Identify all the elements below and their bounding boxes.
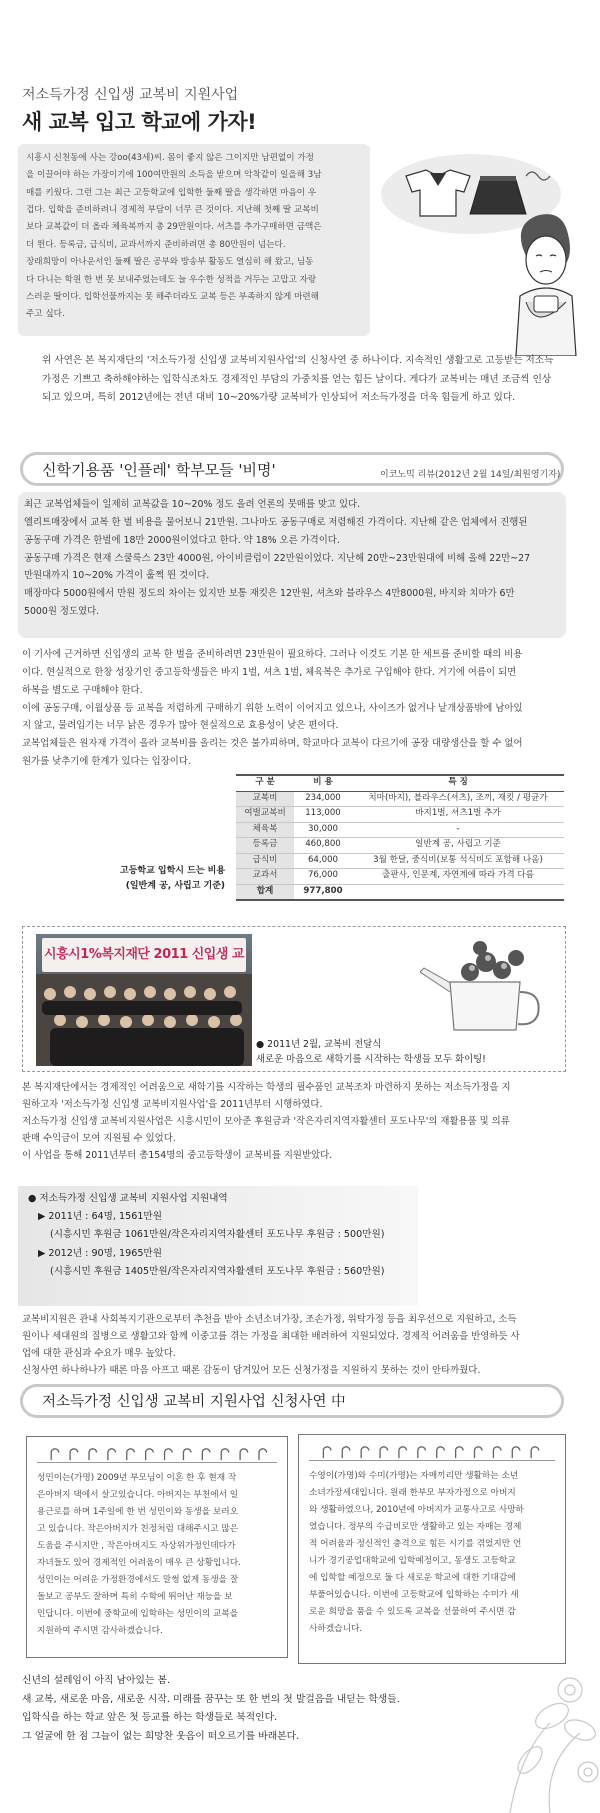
page-title: 새 교복 입고 학교에 가자!: [22, 110, 257, 134]
section-title: 저소득가정 신입생 교복비 지원사업 신청사연 中: [42, 1394, 346, 1410]
body-text-2: [22, 1080, 566, 1165]
intro-paragraph: 위 사연은 본 복지재단의 '저소득가정 신입생 교복비지원사업'의 신청사연 중 하나이다. 지속적인 생활고로 고등받는 저소득가정은 기쁘고 축하해야하는 입학식조차도 경제적인 부담의 가중치를 얻는 힘든 날이다. 게다가 교복비는 매년 조금씩 인상되고 있으며, 특히 2012년에는 전년 대비 10~20%가량 교복비가 인상되어 저소득가정을 더욱 힘들게 하고 있다.: [42, 355, 554, 404]
worried-mother-icon: [516, 214, 576, 356]
column-header: 구 분: [236, 775, 294, 791]
table-row: [236, 853, 564, 869]
category-cell: 교복비: [236, 791, 294, 807]
article-line: 최근 교복업체들이 일제히 교복값을 10~20% 정도 올려 언론의 뭇매를 맞고 있다.: [24, 499, 361, 510]
body-line: 이 사업을 통해 2011년부터 총154명의 중고등학생이 교복비를 지원받았다.: [22, 1149, 333, 1161]
body-line: 판매 수익금이 모여 지원될 수 있었다.: [22, 1132, 176, 1144]
article-line: 공동구매 가격은 현재 스쿨룩스 23만 4000원, 아이비클럽이 22만원이었다. 지난해 20만~23만원대에 비해 올해 22만~27: [24, 552, 531, 564]
table-row: [236, 838, 564, 854]
cost-cell: 234,000: [294, 791, 352, 807]
table-caption-line: (일반계 공, 사립고 기준): [125, 881, 226, 892]
body-line: 신청사연 하나하나가 때론 마음 아프고 때론 감동이 담겨있어 모든 신청가정을 지원하지 못하는 것이 안타까웠다.: [22, 1364, 481, 1376]
total-cost-cell: 977,800: [294, 884, 352, 900]
note-line: 용근로를 하며 1주일에 한 번 성민이와 동생을 보러오: [37, 1507, 239, 1518]
body-line: 이에 공동구매, 이월상품 등 교복을 저렴하게 구매하기 위한 노력이 이어지고 있으나, 사이즈가 없거나 낱개상품밖에 남아있: [22, 702, 523, 714]
body-line: 지 않고, 물려입기는 너무 낡은 경우가 많아 현실적으로 효용성이 낮은 편이다.: [22, 720, 339, 732]
story-line: 다 다니는 학원 한 번 못 보내주었는데도 늘 우수한 성적을 거두는 고맙고 자랑: [26, 274, 317, 285]
note-line: 부풀어있습니다. 이번에 고등학교에 입학하는 수미가 새: [309, 1590, 519, 1601]
story-line: 주고 싶다.: [26, 309, 65, 320]
body-line: 교복업체들은 원자재 가격이 올라 교복비를 올리는 것은 불가피하며, 학교마다 교복이 다르기에 공장 대량생산을 할 수 없어: [22, 738, 523, 750]
article-line: 공동구매 가격은 한벌에 18만 2000원이었다고 한다. 약 18% 오른 가격이다.: [24, 534, 340, 546]
body-line: 원가를 낮추기에 한계가 있다는 입장이다.: [22, 756, 191, 768]
note-line: 적 어려움과 정신적인 충격으로 힘든 시기를 겪었지만 언: [309, 1539, 522, 1550]
watering-can-flowers-icon: [420, 932, 560, 1032]
ceremony-photo: [36, 934, 252, 1066]
table-row: [236, 869, 564, 885]
table-row: [236, 822, 564, 838]
photo-caption-line: ● 2011년 2월, 교복비 전달식: [256, 1039, 382, 1050]
body-text-3: [22, 1312, 566, 1380]
story-line: 더 뛴다. 등록금, 급식비, 교과서까지 준비하려면 총 80만원이 넘는다.: [26, 239, 286, 250]
photo-caption: [256, 1038, 486, 1067]
body-line: 이다. 현실적으로 한창 성장기인 중고등학생들은 바지 1벌, 셔츠 1벌, 체육복은 추가로 구입해야 한다. 거기에 여름이 되면: [22, 666, 517, 678]
kicker-title: 저소득가정 신입생 교복비 지원사업: [22, 87, 239, 103]
article-quote-block: [18, 492, 566, 638]
total-label-cell: 합계: [236, 884, 294, 900]
column-header: 비 용: [294, 775, 352, 791]
category-cell: 체육복: [236, 822, 294, 838]
note-line: 소녀가장세대입니다. 원래 한부모 부자가정으로 아버지: [309, 1488, 516, 1499]
note-line: 로운 희망을 품을 수 있도록 교복을 선물하여 주시면 감: [309, 1607, 516, 1618]
body-line: 원이나 세대원의 질병으로 생활고와 함께 이중고를 겪는 가정을 최대한 배려하여 지원되었다. 경제적 어려움을 반영하듯 사: [22, 1330, 520, 1342]
support-heading: ● 저소득가정 신입생 교복비 지원사업 지원내역: [28, 1193, 228, 1204]
note-line: 에 입학할 예정으로 둘 다 새로운 학교에 대한 기대감에: [309, 1573, 516, 1584]
article-line: 만원대까지 10~20% 가격이 훌쩍 뛴 것이다.: [24, 570, 210, 582]
spiral-binding-icon: [309, 1443, 555, 1461]
closing-line: 그 얼굴에 한 점 그늘이 없는 희망찬 웃음이 떠오르기를 바래본다.: [22, 1730, 300, 1742]
article-line: 5000원 정도였다.: [24, 606, 100, 618]
story-line: 을 이끌어야 하는 가장이기에 100여만원의 소득을 받으며 악착같이 일을해 3남: [26, 170, 322, 181]
note-line: 수영이(가명)와 수미(가명)는 자매끼리만 생활하는 소년: [309, 1471, 519, 1482]
support-detail-2011: (시흥시민 후원금 1061만원/작은자리지역자활센터 포도나무 후원금 : 500만원): [50, 1229, 385, 1241]
support-year-2012: ▶ 2012년 : 90명, 1965만원: [38, 1247, 162, 1259]
cost-cell: 30,000: [294, 822, 352, 838]
body-line: 이 기사에 근거하면 신입생의 교복 한 벌을 준비하려면 23만원이 필요하다. 그러나 이것도 기본 한 세트를 준비할 때의 비용: [22, 649, 523, 660]
note-line: 였습니다. 정부의 수급비로만 생활하고 있는 자매는 경제: [309, 1522, 522, 1533]
total-note-cell: [352, 884, 564, 900]
note-cell: -: [352, 822, 564, 838]
photo-caption-line: 새로운 마음으로 새학기를 시작하는 학생들 모두 화이팅!: [256, 1053, 486, 1065]
closing-paragraph: [22, 1672, 566, 1746]
note-cell: 일반계 공, 사립고 기준: [352, 838, 564, 854]
note-line: 와 생활하였으나, 2010년에 아버지가 교통사고로 사망하: [309, 1505, 524, 1516]
support-detail-2012: (시흥시민 후원금 1405만원/작은자리지역자활센터 포도나무 후원금 : 560만원): [50, 1265, 385, 1277]
section-title: 신학기용품 '인플레' 학부모들 '비명': [42, 461, 276, 479]
category-cell: 등록금: [236, 838, 294, 854]
note-line: 자녀들도 있어 경제적인 어려움이 매우 큰 상황입니다.: [37, 1558, 241, 1569]
note-line: 고 있습니다. 작은아버지가 친정처럼 대해주시고 많은: [37, 1524, 239, 1535]
body-line: 저소득가정 신입생 교복비지원사업은 시흥시민이 모아준 후원금과 '작은자리지역자활센터 포도나무'의 재활용품 및 의류: [22, 1115, 510, 1127]
cost-cell: 64,000: [294, 853, 352, 869]
photo-banner: 시흥시1%복지재단 2011 신입생 교: [42, 938, 246, 972]
story-line: 매를 키웠다. 그런 그는 최근 고등학교에 입학한 둘째 딸을 생각하면 마음이 우: [26, 187, 317, 198]
note-line: 지원하여 주시면 감사하겠습니다.: [37, 1626, 163, 1637]
note-line: 니가 경기공업대학교에 입학예정이고, 동생도 고등학교: [309, 1556, 516, 1567]
note-cell: 바지1벌, 셔츠1벌 추가: [352, 807, 564, 823]
story-line: 보다 교복값이 더 올라 체육복까지 총 29만원이다. 셔츠를 추가구매하면 금액은: [26, 222, 322, 233]
body-line: 하복을 별도로 구매해야 한다.: [22, 684, 143, 696]
note-line: 성민이는(가명) 2009년 부모님이 이혼 한 후 현재 작: [37, 1473, 237, 1484]
column-header: 특 징: [352, 775, 564, 791]
note-cell: 3월 한달, 중식비(보통 석식비도 포함해 나옴): [352, 853, 564, 869]
closing-line: 새 교복, 새로운 마음, 새로운 시작. 미래를 꿈꾸는 또 한 번의 첫 발걸음을 내딛는 학생들.: [22, 1693, 400, 1705]
mother-illustration: [376, 146, 596, 356]
note-cell: 치마(바지), 블라우스(셔츠), 조끼, 재킷 / 평균가: [352, 791, 564, 807]
table-header-row: [236, 775, 564, 791]
note-line: 돌보고 공부도 잘하며 특히 수학에 뛰어난 재능을 보: [37, 1592, 233, 1603]
category-cell: 교과서: [236, 869, 294, 885]
cost-cell: 76,000: [294, 869, 352, 885]
group-of-people-icon: [36, 974, 252, 1066]
cost-cell: 460,800: [294, 838, 352, 854]
article-line: 엘리트매장에서 교복 한 벌 비용을 물어보니 21만원. 그나마도 공동구매로 저렴해진 가격이다. 지난해 같은 업체에서 진행된: [24, 516, 528, 528]
note-line: 도움을 주시지만 , 작은아버지도 자상위가정인데다가: [37, 1541, 236, 1552]
closing-line: 입학식을 하는 학교 앞은 첫 등교를 하는 학생들로 북적인다.: [22, 1712, 278, 1724]
note-line: 은아버지 댁에서 살고있습니다. 아버지는 부천에서 일: [37, 1490, 239, 1501]
table-caption: [120, 864, 225, 895]
body-line: 원하고자 '저소득가정 신입생 교복비지원사업'을 2011년부터 시행하였다.: [22, 1098, 323, 1110]
cost-cell: 113,000: [294, 807, 352, 823]
note-line: 성민이는 어려운 가정환경에서도 말썽 없게 동생을 잘: [37, 1575, 239, 1586]
body-line: 교복비지원은 관내 사회복지기관으로부터 추천을 받아 소년소녀가장, 조손가정, 위탁가정 등을 최우선으로 지원하고, 소득: [22, 1314, 517, 1325]
note-cell: 출판사, 인문계, 자연계에 따라 가격 다름: [352, 869, 564, 885]
table-row: [236, 807, 564, 823]
application-note-2: [298, 1434, 566, 1664]
article-source: 이코노믹 리뷰(2012년 2월 14일/최원영기자): [380, 470, 561, 480]
body-text-1: [22, 646, 566, 771]
note-line: 인답니다. 이번에 중학교에 입학하는 성민이의 교복을: [37, 1609, 239, 1620]
body-line: 업에 대한 관심과 수요가 매우 높았다.: [22, 1347, 176, 1359]
support-details-box: [18, 1186, 418, 1306]
story-line: 겁다. 입학을 준비하려니 경제적 부담이 너무 큰 것이다. 지난해 첫째 딸 교복비: [26, 205, 319, 216]
table-row: [236, 791, 564, 807]
category-cell: 급식비: [236, 853, 294, 869]
table-total-row: [236, 884, 564, 900]
support-year-2011: ▶ 2011년 : 64명, 1561만원: [38, 1211, 162, 1223]
story-line: 스러운 딸이다. 입학선물까지는 못 해주더라도 교복 등은 부족하지 않게 마련해: [26, 291, 319, 302]
table-caption-line: 고등학교 입학시 드는 비용: [120, 866, 226, 876]
closing-line: 신년의 설레임이 아직 남아있는 봄.: [22, 1675, 171, 1686]
note-line: 사하겠습니다.: [309, 1624, 363, 1635]
application-note-1: [26, 1436, 288, 1658]
story-box: [18, 144, 370, 336]
cost-table: [236, 774, 564, 901]
article-line: 매장마다 5000원에서 만원 정도의 차이는 있지만 보통 재킷은 12만원, 셔츠와 블라우스 4만8000원, 바지와 치마가 6만: [24, 588, 515, 600]
body-line: 본 복지재단에서는 경제적인 어려움으로 새학기를 시작하는 학생의 필수품인 교복조차 마련하지 못하는 저소득가정을 지: [22, 1082, 511, 1093]
story-line: 시흥시 신천동에 사는 강oo(43세)씨. 몸이 좋지 않은 그이지만 남편없이 가정: [26, 153, 314, 163]
category-cell: 여벌교복비: [236, 807, 294, 823]
story-line: 장래희망이 아나운서인 둘째 딸은 공부와 방송부 활동도 열심히 해 왔고, 님동: [26, 257, 314, 268]
spiral-binding-icon: [37, 1445, 277, 1463]
